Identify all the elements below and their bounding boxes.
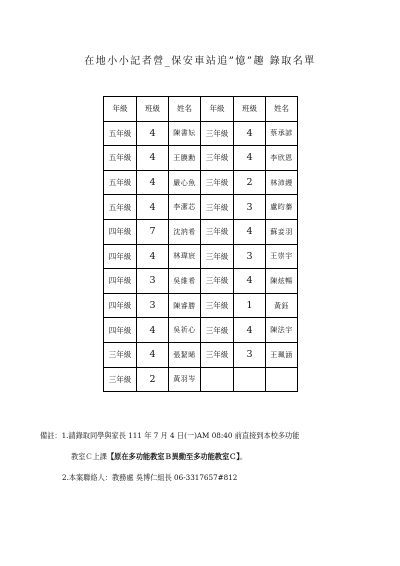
grade-cell: 三年級 xyxy=(104,342,137,367)
table-row xyxy=(104,244,298,269)
notes-line-1 xyxy=(40,425,380,446)
name-cell: 張絜晞 xyxy=(169,342,201,367)
name-cell: 陳法宇 xyxy=(266,318,298,343)
grade-cell: 三年級 xyxy=(201,121,234,146)
column-header: 班級 xyxy=(234,97,266,122)
class-cell: 4 xyxy=(137,146,169,171)
class-cell: 2 xyxy=(234,170,266,195)
name-cell: 吳祈心 xyxy=(169,318,201,343)
table-row xyxy=(104,195,298,220)
class-cell: 4 xyxy=(137,170,169,195)
class-cell: 4 xyxy=(234,121,266,146)
name-cell: 王崇宇 xyxy=(266,244,298,269)
column-header: 姓名 xyxy=(169,97,201,122)
admission-list-table xyxy=(103,96,298,392)
grade-cell: 三年級 xyxy=(201,318,234,343)
name-cell: 陳炫暢 xyxy=(266,269,298,294)
column-header: 姓名 xyxy=(266,97,298,122)
class-cell: 4 xyxy=(137,121,169,146)
grade-cell: 三年級 xyxy=(201,219,234,244)
grade-cell: 三年級 xyxy=(104,367,137,392)
page-title: 在地小小記者營_保安車站追”憶”趣 錄取名單 xyxy=(84,56,316,67)
grade-cell: 三年級 xyxy=(201,170,234,195)
notes-item-2: 2.本案聯絡人：教務處 吳博仁組長 06-3317657#812 xyxy=(62,473,238,482)
table-header-row xyxy=(104,97,298,122)
class-cell: 3 xyxy=(137,269,169,294)
table-row xyxy=(104,342,298,367)
notes-label: 備註： xyxy=(40,431,62,440)
name-cell: 林瑋宸 xyxy=(169,244,201,269)
notes-line-3 xyxy=(40,467,380,488)
class-cell: 4 xyxy=(137,342,169,367)
room-change-notice: 【原在多功能教室Ｂ異動至多功能教室Ｃ】 xyxy=(106,452,240,461)
name-cell: 林沛縵 xyxy=(266,170,298,195)
class-cell: 4 xyxy=(137,195,169,220)
class-cell: 4 xyxy=(234,269,266,294)
notes-line-2 xyxy=(40,446,380,467)
name-cell: 沈汭希 xyxy=(169,219,201,244)
class-cell: 7 xyxy=(137,219,169,244)
column-header: 班級 xyxy=(137,97,169,122)
class-cell: 3 xyxy=(137,293,169,318)
name-cell: 嚴心魚 xyxy=(169,170,201,195)
class-cell: 4 xyxy=(137,318,169,343)
notes-item-1-continued: 教室Ｃ上課 xyxy=(71,452,107,461)
table-row xyxy=(104,146,298,171)
grade-cell: 四年級 xyxy=(104,318,137,343)
name-cell: 陳睿勝 xyxy=(169,293,201,318)
name-cell: 黃鈺 xyxy=(266,293,298,318)
name-cell: 王珮涵 xyxy=(266,342,298,367)
grade-cell: 三年級 xyxy=(201,293,234,318)
table-row xyxy=(104,121,298,146)
grade-cell: 五年級 xyxy=(104,121,137,146)
class-cell: 4 xyxy=(234,318,266,343)
grade-cell: 四年級 xyxy=(104,293,137,318)
grade-cell xyxy=(201,367,234,392)
table-row xyxy=(104,170,298,195)
table-row xyxy=(104,318,298,343)
column-header: 年級 xyxy=(201,97,234,122)
name-cell: 蘇妾羽 xyxy=(266,219,298,244)
grade-cell: 四年級 xyxy=(104,244,137,269)
name-cell: 李潔芯 xyxy=(169,195,201,220)
class-cell xyxy=(234,367,266,392)
class-cell: 4 xyxy=(137,244,169,269)
table-row xyxy=(104,269,298,294)
grade-cell: 四年級 xyxy=(104,219,137,244)
notes-item-1: 1.請錄取同學與家長 111 年 7 月 4 日(一)AM 08:40 前直接到本校多功能 xyxy=(61,431,300,440)
grade-cell: 三年級 xyxy=(201,342,234,367)
name-cell xyxy=(266,367,298,392)
class-cell: 2 xyxy=(137,367,169,392)
notes-item-1-end: 。 xyxy=(239,452,248,461)
name-cell: 王膜勳 xyxy=(169,146,201,171)
table-row xyxy=(104,367,298,392)
grade-cell: 五年級 xyxy=(104,146,137,171)
class-cell: 1 xyxy=(234,293,266,318)
grade-cell: 三年級 xyxy=(201,244,234,269)
name-cell: 陳書妘 xyxy=(169,121,201,146)
table-row xyxy=(104,293,298,318)
name-cell: 李欣恩 xyxy=(266,146,298,171)
name-cell: 吳維希 xyxy=(169,269,201,294)
grade-cell: 三年級 xyxy=(201,269,234,294)
grade-cell: 三年級 xyxy=(201,195,234,220)
notes-section xyxy=(40,425,380,488)
grade-cell: 五年級 xyxy=(104,195,137,220)
table-body xyxy=(104,121,298,392)
class-cell: 4 xyxy=(234,146,266,171)
class-cell: 3 xyxy=(234,244,266,269)
grade-cell: 四年級 xyxy=(104,269,137,294)
class-cell: 3 xyxy=(234,195,266,220)
class-cell: 4 xyxy=(234,219,266,244)
grade-cell: 五年級 xyxy=(104,170,137,195)
name-cell: 蔡承諺 xyxy=(266,121,298,146)
table-row xyxy=(104,219,298,244)
name-cell: 盧昀蓁 xyxy=(266,195,298,220)
grade-cell: 三年級 xyxy=(201,146,234,171)
name-cell: 黃羽岑 xyxy=(169,367,201,392)
column-header: 年級 xyxy=(104,97,137,122)
class-cell: 3 xyxy=(234,342,266,367)
